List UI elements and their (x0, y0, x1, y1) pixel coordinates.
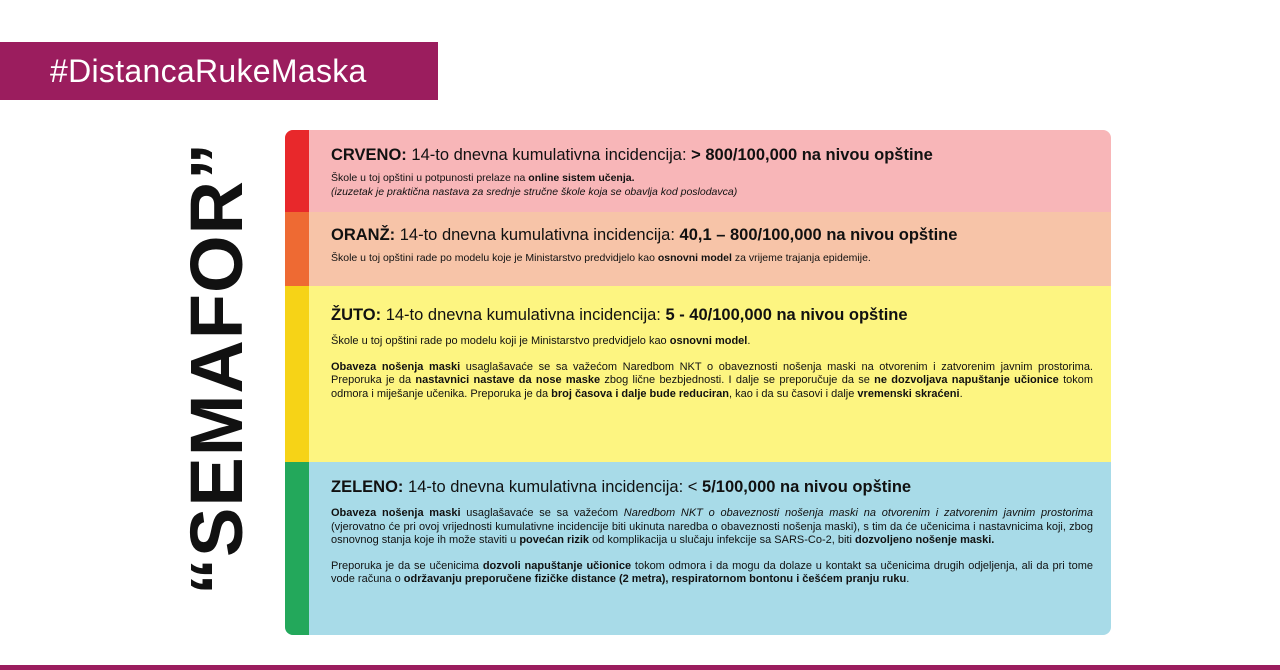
yellow-stripe (285, 286, 309, 462)
level-orange (285, 212, 1111, 286)
semaphore-table (285, 130, 1111, 635)
semafor-title: “SEMAFOR” (174, 141, 258, 595)
green-stripe (285, 462, 309, 635)
orange-stripe (285, 212, 309, 286)
green-heading: ZELENO: 14-to dnevna kumulativna incidencija: < 5/100,000 na nivou opštine (331, 478, 912, 496)
orange-heading: ORANŽ: 14-to dnevna kumulativna incidencija: 40,1 – 800/100,000 na nivou opštine (331, 226, 958, 244)
yellow-paragraph-1: Škole u toj opštini rade po modelu koji je Ministarstvo predvidjelo kao osnovni model. (331, 335, 751, 347)
green-paragraph-1: Obaveza nošenja maski usaglašavaće se sa važećom Naredbom NKT o obaveznosti nošenja maski na otvorenim i zatvorenim javnim prostorima (vjerovatno će pri ovoj vrijednosti kumulativne incidencije biti ukinuta naredba o obaveznosti nošenja maski), s tim da će učenicima i nastavnicima koji, zbog osnovnog stanja koje ih može staviti u povećan rizik od komplikacija u slučaju infekcije sa SARS-Co-2, biti dozvoljeno nošenje maski. (331, 507, 1094, 547)
red-heading: CRVENO: 14-to dnevna kumulativna incidencija: > 800/100,000 na nivou opštine (331, 146, 933, 164)
green-paragraph-2: Preporuka je da se učenicima dozvoli napuštanje učionice tokom odmora i da mogu da dolaze u kontakt sa učenicima drugih odjeljenja, ali da pri tome vode računa o održavanju preporučene fizičke distance (2 metra), respiratornom bontonu i češćem pranju ruku. (331, 559, 1093, 586)
red-line2: (izuzetak je praktična nastava za srednje stručne škole koja se obavlja kod poslodavca) (331, 186, 738, 198)
vertical-title (170, 141, 262, 595)
hashtag-banner (0, 42, 438, 100)
hashtag-text: #DistancaRukeMaska (50, 53, 367, 89)
level-red (285, 130, 1111, 212)
red-line1: Škole u toj opštini u potpunosti prelaze na online sistem učenja. (331, 172, 635, 184)
level-yellow (285, 286, 1111, 462)
yellow-heading: ŽUTO: 14-to dnevna kumulativna incidencija: 5 - 40/100,000 na nivou opštine (331, 306, 908, 324)
level-green (285, 462, 1111, 635)
bottom-divider (0, 665, 1280, 670)
yellow-paragraph-2: Obaveza nošenja maski usaglašavaće se sa važećom Naredbom NKT o obaveznosti nošenja maski na otvorenim i zatvorenim javnim prostorima. Preporuka je da nastavnici nastave da nose maske zbog lične bezbjednosti. I dalje se preporučuje da se ne dozvoljava napuštanje učionice tokom odmora i miješanje učenika. Preporuka je da broj časova i dalje bude reduciran, kao i da su časovi i dalje vremenski skraćeni. (331, 360, 1094, 400)
red-stripe (285, 130, 309, 212)
orange-line1: Škole u toj opštini rade po modelu koje je Ministarstvo predvidjelo kao osnovni model za vrijeme trajanja epidemije. (331, 252, 871, 264)
